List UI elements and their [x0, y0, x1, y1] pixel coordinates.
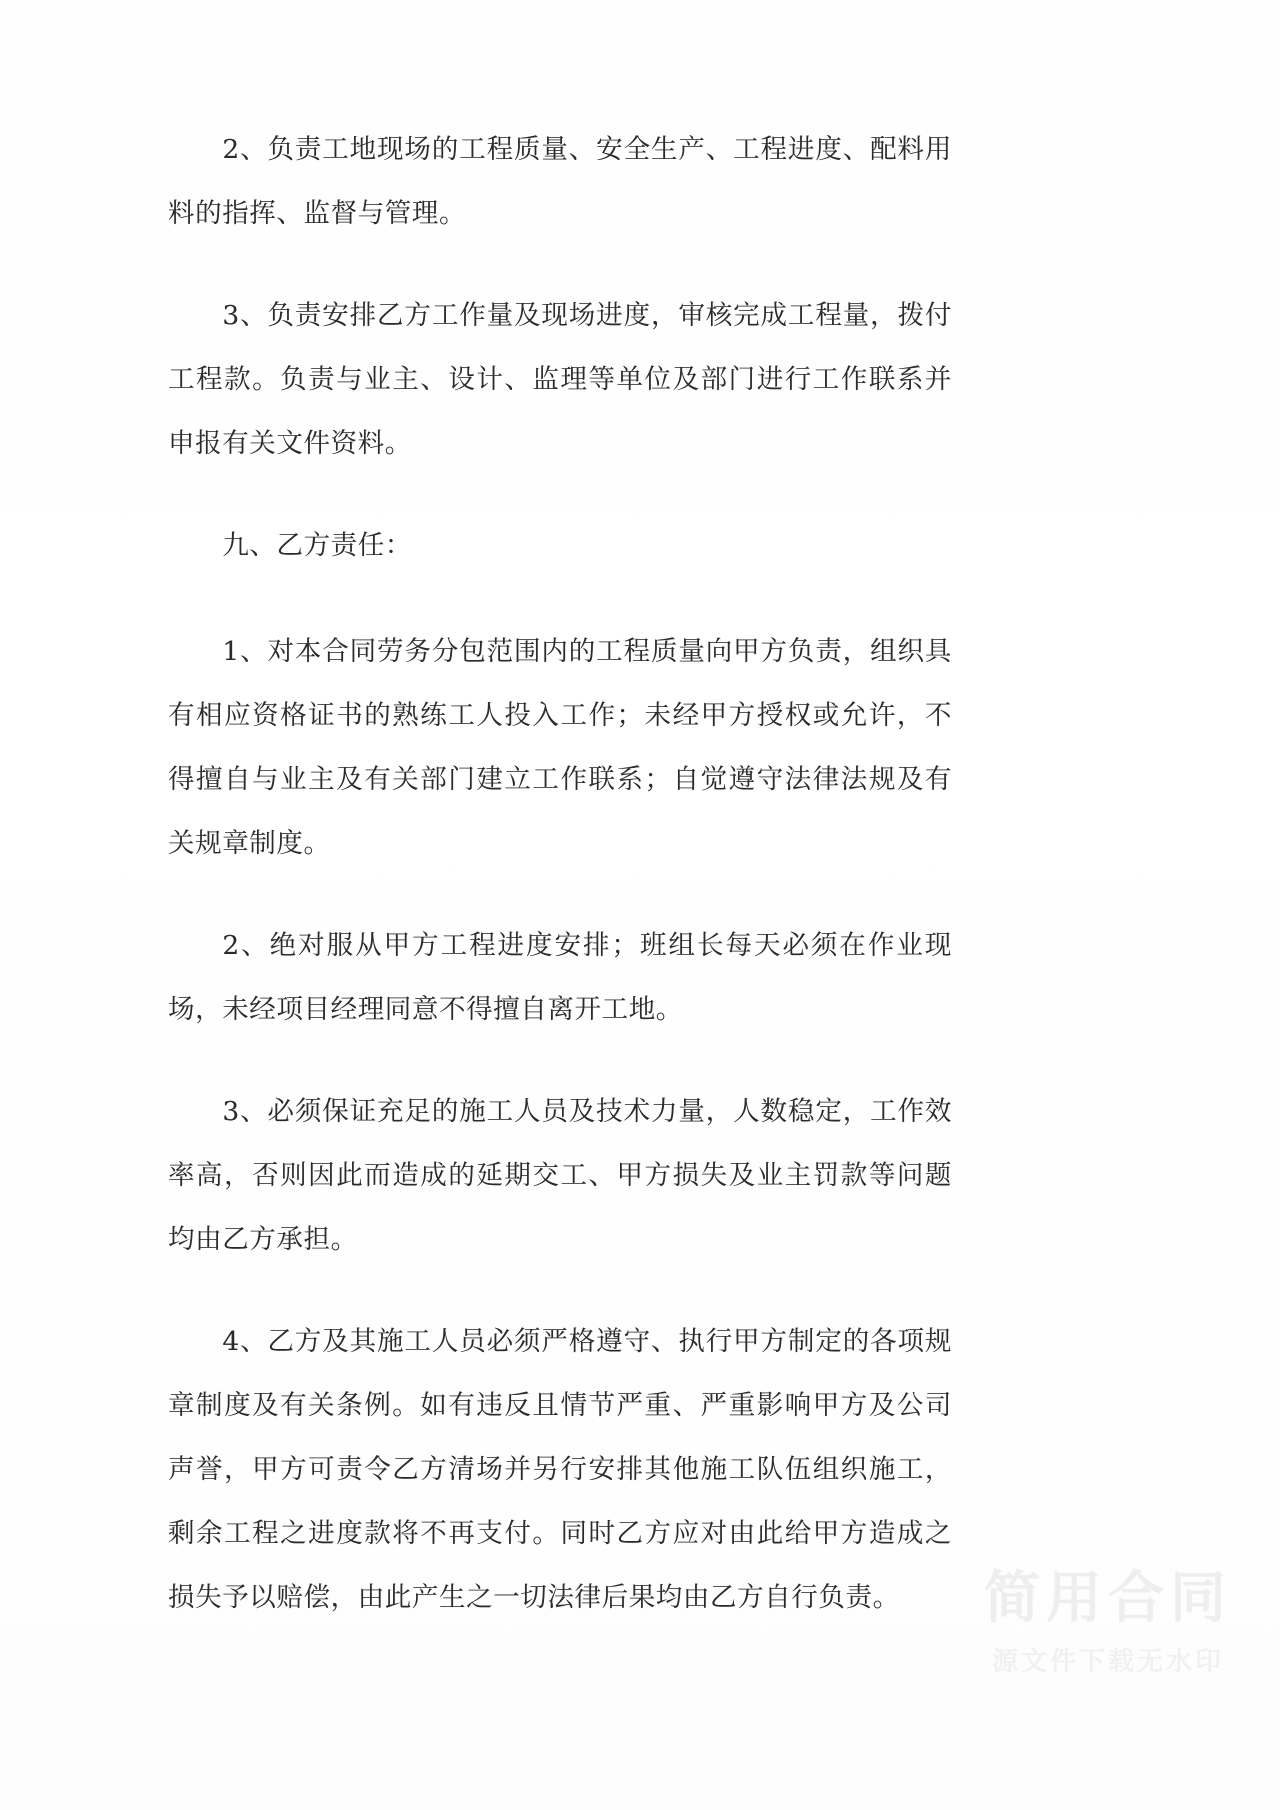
paragraph-yi-duty-1: 1、对本合同劳务分包范围内的工程质量向甲方负责，组织具有相应资格证书的熟练工人投入工作；未经甲方授权或允许，不得擅自与业主及有关部门建立工作联系；自觉遵守法律法规及有关规章制度。 — [168, 636, 952, 859]
paragraph-yi-duty-3: 3、必须保证充足的施工人员及技术力量，人数稳定，工作效率高，否则因此而造成的延期交工、甲方损失及业主罚款等问题均由乙方承担。 — [168, 1096, 952, 1255]
paragraph-yi-duty-2: 2、绝对服从甲方工程进度安排；班组长每天必须在作业现场，未经项目经理同意不得擅自离开工地。 — [168, 930, 952, 1025]
watermark-subtitle-text: 源文件下载无水印 — [991, 1647, 1224, 1677]
paragraph-jia-duty-2: 2、负责工地现场的工程质量、安全生产、工程进度、配料用料的指挥、监督与管理。 — [168, 134, 952, 229]
watermark-brand-text: 简用合同 — [984, 1566, 1232, 1632]
section-heading-yifang-zeren: 九、乙方责任： — [222, 530, 413, 561]
document-body — [168, 118, 952, 1630]
watermark — [984, 1566, 1232, 1678]
paragraph-jia-duty-3: 3、负责安排乙方工作量及现场进度，审核完成工程量，拨付工程款。负责与业主、设计、监理等单位及部门进行工作联系并申报有关文件资料。 — [168, 300, 952, 459]
paragraph-yi-duty-4: 4、乙方及其施工人员必须严格遵守、执行甲方制定的各项规章制度及有关条例。如有违反且情节严重、严重影响甲方及公司声誉，甲方可责令乙方清场并另行安排其他施工队伍组织施工， 剩余工程之进度款将不再支付。同时乙方应对由此给甲方造成之损失予以赔偿，由此产生之一切法律后果均由乙方自行负责。 — [168, 1326, 952, 1613]
